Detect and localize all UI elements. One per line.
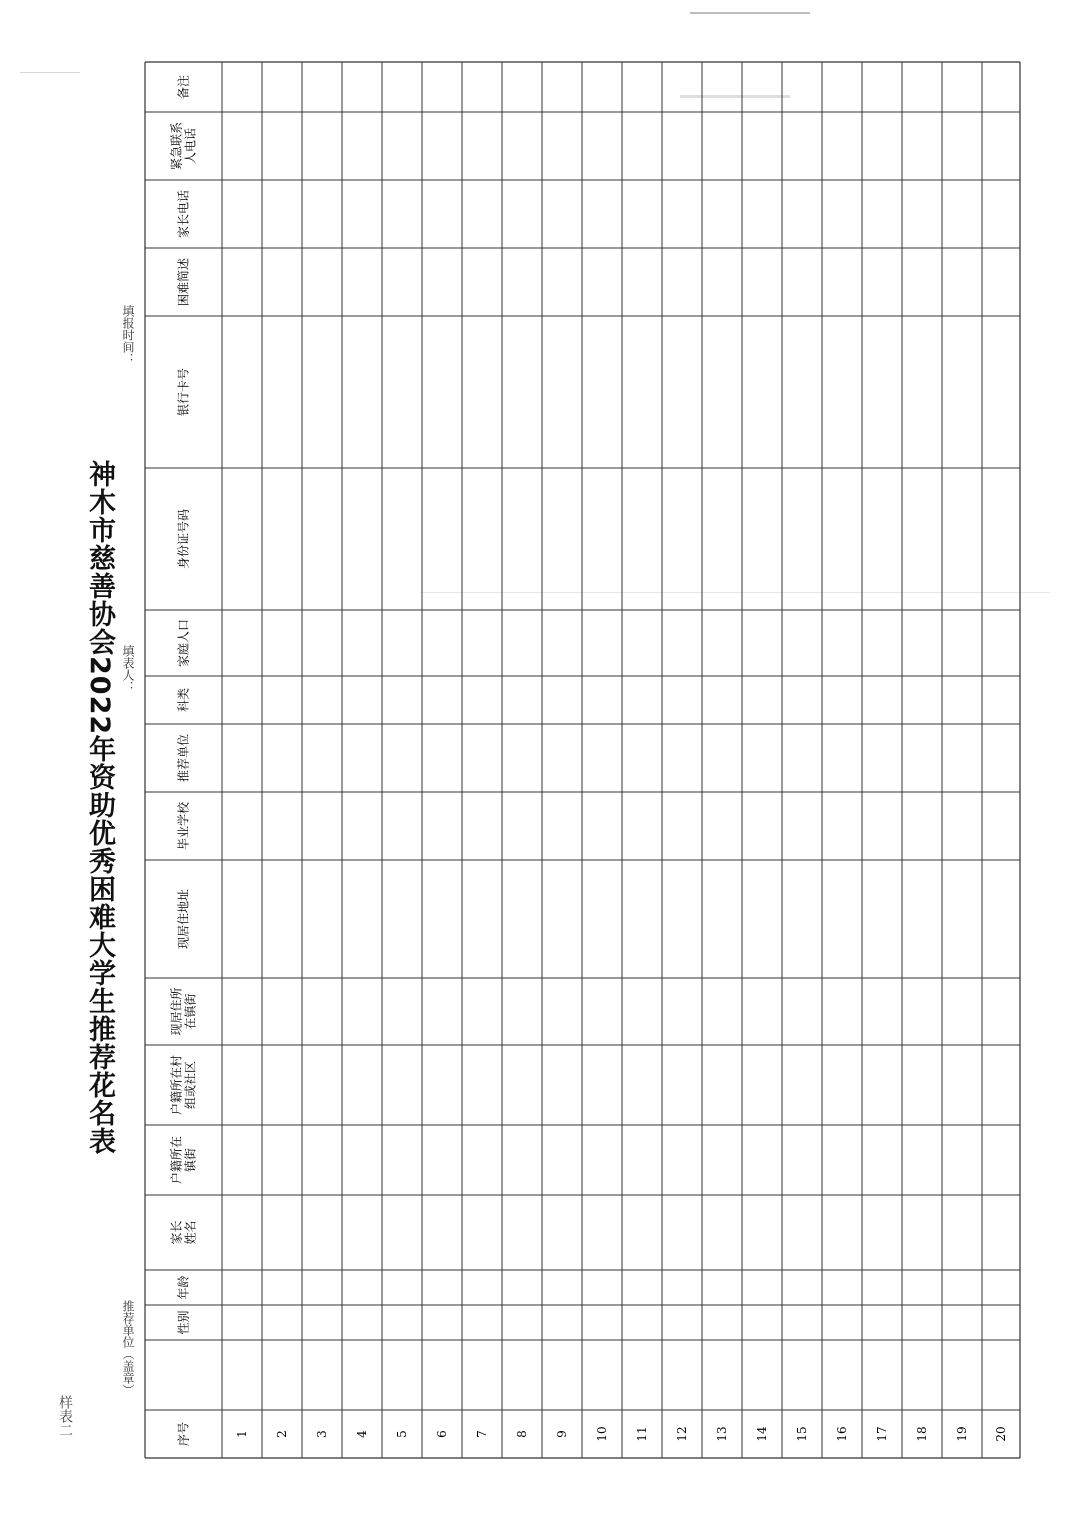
row-number: 12 xyxy=(675,1426,689,1442)
row-number: 6 xyxy=(435,1430,449,1438)
page-title: 神木市慈善协会2022年资助优秀困难大学生推荐花名表 xyxy=(84,460,115,1156)
row-number: 3 xyxy=(315,1430,329,1438)
column-header: 困难简述 xyxy=(176,257,191,307)
filler-label: 填表人： xyxy=(121,645,135,693)
column-header: 现居住地址 xyxy=(176,888,191,950)
row-number: 8 xyxy=(515,1430,529,1438)
column-header: 紧急联系 xyxy=(169,121,184,171)
row-number: 17 xyxy=(875,1426,889,1442)
column-header: 科类 xyxy=(176,687,191,713)
column-header: 户籍所在 xyxy=(169,1135,184,1185)
row-number: 20 xyxy=(994,1426,1008,1442)
fill-date-label: 填报时间： xyxy=(121,305,135,365)
column-header: 组或社区 xyxy=(183,1060,198,1110)
column-header: 家庭人口 xyxy=(176,618,191,668)
row-number: 5 xyxy=(395,1430,409,1438)
column-header: 家长电话 xyxy=(176,189,191,239)
column-header: 序号 xyxy=(176,1421,191,1447)
column-header: 年龄 xyxy=(176,1275,191,1300)
row-number: 1 xyxy=(235,1430,249,1438)
row-number: 7 xyxy=(475,1430,489,1438)
row-number: 16 xyxy=(835,1426,849,1442)
row-number: 4 xyxy=(355,1430,369,1438)
row-number: 2 xyxy=(275,1430,289,1438)
column-header: 人电话 xyxy=(183,127,198,165)
row-number: 15 xyxy=(795,1426,809,1442)
column-header: 性别 xyxy=(176,1310,191,1335)
column-header: 在镇街 xyxy=(183,993,198,1030)
column-header: 备注 xyxy=(176,74,191,100)
column-header: 身份证号码 xyxy=(176,508,191,570)
row-number: 18 xyxy=(915,1426,929,1442)
column-header: 户籍所在村 xyxy=(169,1054,184,1116)
form-label: 样表二 xyxy=(57,1395,73,1437)
recommend-unit-label: 推荐单位（盖章） xyxy=(121,1300,135,1396)
column-header: 镇街 xyxy=(183,1147,198,1173)
row-number: 9 xyxy=(555,1430,569,1438)
column-header: 姓名 xyxy=(183,1220,198,1245)
row-number: 11 xyxy=(635,1426,649,1442)
row-number: 19 xyxy=(955,1426,969,1442)
column-header: 毕业学校 xyxy=(176,801,191,851)
row-number: 14 xyxy=(755,1426,769,1442)
column-header: 现居住所 xyxy=(169,987,184,1036)
column-header: 推荐单位 xyxy=(176,733,191,783)
row-number: 10 xyxy=(595,1426,609,1442)
column-header: 银行卡号 xyxy=(176,367,191,417)
column-header: 家长 xyxy=(169,1220,184,1245)
row-number: 13 xyxy=(715,1426,729,1442)
